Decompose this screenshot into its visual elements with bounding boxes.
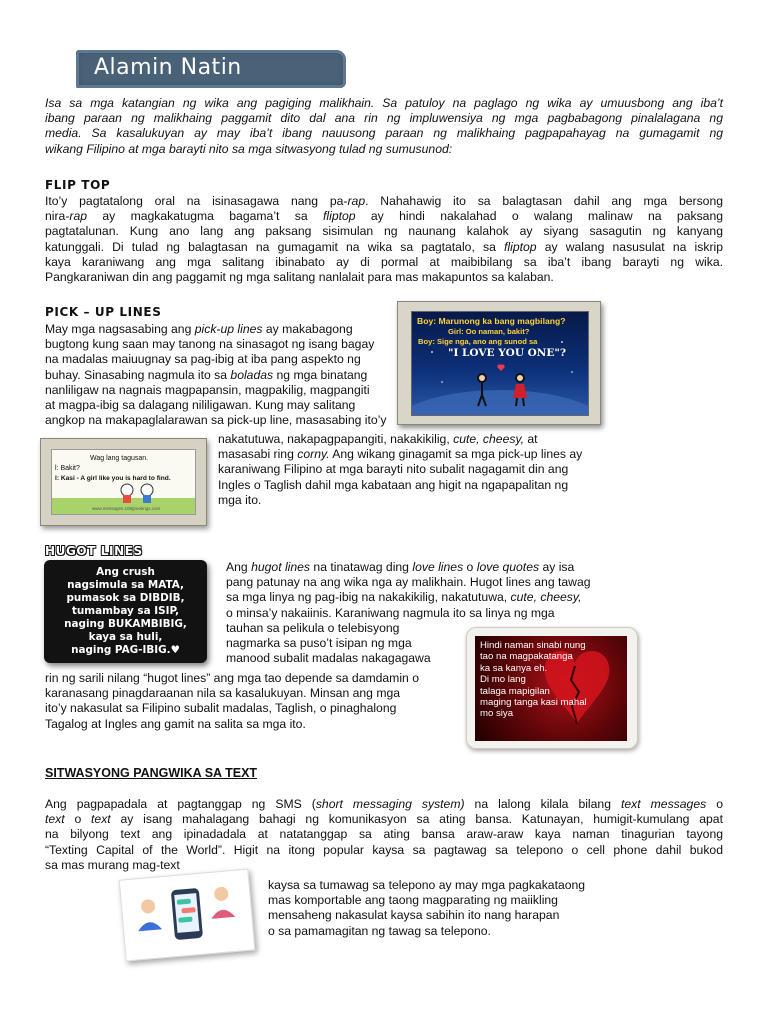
hugot-line: nagmarka sa puso’t isipan ng mga xyxy=(226,636,412,651)
fliptop-line: Ito’y pagtatalong oral na isinasagawa nang pa-rap. Nahahawig ito sa balagtasan dahil ang mga bersong xyxy=(45,194,723,208)
pickup-line: May mga nagsasabing ang pick-up lines ay makabagong xyxy=(45,322,353,336)
text-line: mas komportable ang taong magparating ng maiikling xyxy=(268,893,558,908)
heart-quote-line: Hindi naman sinabi nung xyxy=(480,640,586,651)
hugot-line: karanasang pinagdaraanan nila sa kasalukuyan. Minsan ang mga xyxy=(45,686,401,701)
text-line: text o text ay isang mahalagang bahagi ng komunikasyon sa ating bansa. Katunayan, humigit-kumulang apat xyxy=(45,812,723,827)
fliptop-line: pagtatalunan. Kung ano lang ang paksang sisimulan ng naunang kalahok ay siyang sasagutin ng kanyang xyxy=(45,224,723,239)
heart-quote-line: ka sa kanya eh. xyxy=(480,662,548,674)
section-heading-pickup: PICK – UP LINES xyxy=(45,305,162,319)
section-heading-hugot: HUGOT LINES xyxy=(45,544,143,558)
broken-heart-canvas xyxy=(475,636,627,741)
text-line: kaysa sa tumawag sa telepono ay may mga pagkakataong xyxy=(268,878,586,892)
fliptop-line: kaya karaniwang ang mga salitang ibinabato ay di pormal at maibibilang sa iba’t ibang barayti ng wika. xyxy=(45,254,723,269)
heart-quote-line: maging tanga kasi mahal xyxy=(480,697,587,709)
pickup-paragraph-bottom xyxy=(218,432,638,508)
intro-line: Isa sa mga katangian ng wika ang pagiging malikhain. Sa patuloy na paglago ng wika ay umuusbong ang iba’t xyxy=(45,96,723,110)
text-line: na bilyong text ang ipinadadala at natatanggap sa ating bansa araw-araw kaya naman tinagurian tayong xyxy=(45,827,723,842)
heart-quote-line: Di mo lang xyxy=(480,674,526,686)
hugot-quote-line: Ang crush xyxy=(96,566,155,578)
hugot-quote-line: naging BUKAMBIBIG, xyxy=(64,618,187,630)
section-heading-text: SITWASYONG PANGWIKA SA TEXT xyxy=(45,766,258,780)
hugot-line: pang patunay na ang wika nga ay malikhain. Hugot lines ang tawag xyxy=(226,575,591,590)
hugot-line: Ang hugot lines na tinatawag ding love lines o love quotes ay isa xyxy=(226,560,575,574)
pickup-line: masasabi ring corny. Ang wikang ginagamit sa mga pick-up lines ay xyxy=(218,447,583,462)
heart-quote-line: talaga mapigilan xyxy=(480,685,550,697)
section-heading-fliptop: FLIP TOP xyxy=(45,178,111,192)
chat-people-icon xyxy=(120,870,254,961)
cartoon-characters-illustration xyxy=(52,450,195,514)
hugot-line: Tagalog at Ingles ang gamit na salita sa mga ito. xyxy=(45,716,306,731)
cartoon-pickup-image xyxy=(40,438,207,526)
intro-line: ibang paraan ng malikhaing paggamit dito dal ana rin ng impluwensiya ng mga pagbabagong pinalalagana ng xyxy=(45,111,723,126)
text-line: o sa pamamagitan ng tawag sa telepono. xyxy=(268,923,491,938)
pickup-line: bugtong kung saan may tanong na sinasagot ng isang bagay xyxy=(45,337,375,352)
hugot-line: sa mga linya ng pag-ibig na nakakikilig, nakatutuwa, cute, cheesy, xyxy=(226,590,582,605)
hugot-quote-image xyxy=(44,560,207,663)
text-line: Ang pagpapadala at pagtanggap ng SMS (short messaging system) na lalong kilala bilang text messages o xyxy=(45,797,723,811)
hugot-line: manood subalit madalas nakagagawa xyxy=(226,651,431,666)
fliptop-paragraph xyxy=(45,194,723,285)
hugot-quote-line: naging PAG-IBIG.♥ xyxy=(71,644,180,656)
hugot-line: o minsa’y nakaiinis. Karaniwang nagmula ito sa linya ng mga xyxy=(226,605,555,620)
heart-quote-text xyxy=(480,640,587,720)
broken-heart-quote-image xyxy=(466,627,638,749)
cartoon-line-1: Wag lang tagusan. xyxy=(90,455,149,462)
pickup-dialog-3: Boy: Sige nga, ano ang sunod sa xyxy=(418,337,538,346)
intro-line: media. Sa kasalukuyan ay may iba’t ibang nauusong paraan ng malikhaing pagpapahayag na gumagamit ng xyxy=(45,126,723,141)
pickup-image-canvas xyxy=(411,311,589,416)
cartoon-line-3: l: Kasi - A girl like you is hard to find. xyxy=(55,475,171,482)
pickup-line: mga ito. xyxy=(218,492,262,507)
hugot-quote-text xyxy=(44,566,207,657)
pickup-line: angkop na makapaglalarawan sa pick-up line, masasabing ito’y xyxy=(45,413,387,428)
heart-quote-line: tao na magpakatanga xyxy=(480,651,573,663)
texting-illustration xyxy=(119,868,256,961)
pickup-paragraph-top xyxy=(45,322,395,428)
cartoon-line-2: l: Bakit? xyxy=(55,465,80,472)
fliptop-line: Pangkaraniwan din ang paggamit ng mga salitang nanlalait para mas makapuntos sa kalaban. xyxy=(45,270,554,285)
pickup-line: buhay. Sinasabing nagmula ito sa boladas ng mga binatang xyxy=(45,367,368,382)
pickup-line: Ingles o Taglish dahil mga kabataan ang higit na ngapapalitan ng xyxy=(218,477,569,492)
pickup-line: karaniwang Filipino at mga barayti nito subalit nagagamit din ang xyxy=(218,462,569,477)
pickup-line-image xyxy=(397,301,601,425)
hugot-paragraph-bottom xyxy=(45,671,465,732)
fliptop-line: katunggali. Di tulad ng balagtasan na gumagamit na wika sa pagtatalo, sa fliptop ay walang nasusulat na iskrip xyxy=(45,239,723,254)
pickup-dialog-2: Girl: Oo naman, bakit? xyxy=(448,327,530,336)
page-title: Alamin Natin xyxy=(94,55,242,80)
pickup-dialog-4: "I LOVE YOU ONE"? xyxy=(448,347,567,359)
text-paragraph-bottom xyxy=(268,878,688,939)
hugot-line: rin ng sarili nilang “hugot lines” ang mga tao depende sa damdamin o xyxy=(45,671,419,685)
fliptop-line: nira-rap ay magkakatugma bagama’t sa fliptop ay hindi nakalahad o walang malinaw na paksang xyxy=(45,209,724,224)
pickup-line: na madalas maiuugnay sa pag-ibig at iba pang aspekto ng xyxy=(45,352,361,367)
hugot-line: tauhan sa pelikula o telebisyong xyxy=(226,620,400,635)
heart-quote-line: mo siya xyxy=(480,708,514,720)
pickup-line: nakatutuwa, nakapagpapangiti, nakakikilig, cute, cheesy, at xyxy=(218,432,538,446)
hugot-quote-line: tumambay sa ISIP, xyxy=(71,605,180,617)
hugot-quote-line: kaya sa huli, xyxy=(88,631,163,643)
hugot-line: ito’y nakasulat sa Filipino subalit madalas, Taglish, o pinaghalong xyxy=(45,701,397,716)
pickup-line: nanliligaw na nagnais magpapansin, magpakilig, magpangiti xyxy=(45,382,370,397)
intro-paragraph xyxy=(45,96,723,157)
text-line: “Texting Capital of the World”. Higit na itong popular kaysa sa pagtawag sa telepono o cell phone dahil bukod xyxy=(45,842,723,857)
hugot-quote-line: pumasok sa DIBDIB, xyxy=(66,592,185,604)
intro-line: wikang Filipino at mga barayti nito sa mga sitwasyong tulad ng sumusunod: xyxy=(45,141,453,156)
text-paragraph-top xyxy=(45,797,723,873)
cartoon-canvas xyxy=(51,449,196,515)
pickup-line: at magpa-ibig sa dalagang nililigawan. Kung may salitang xyxy=(45,398,356,413)
pickup-dialog-1: Boy: Marunong ka bang magbilang? xyxy=(417,316,566,326)
cartoon-footer: www.messages.108greetings.com xyxy=(92,506,161,511)
text-line: mensaheng nakasulat kaysa sabihin ito nang harapan xyxy=(268,908,560,923)
text-line: sa mas murang mag-text xyxy=(45,857,180,872)
hugot-quote-line: nagsimula sa MATA, xyxy=(67,579,184,591)
